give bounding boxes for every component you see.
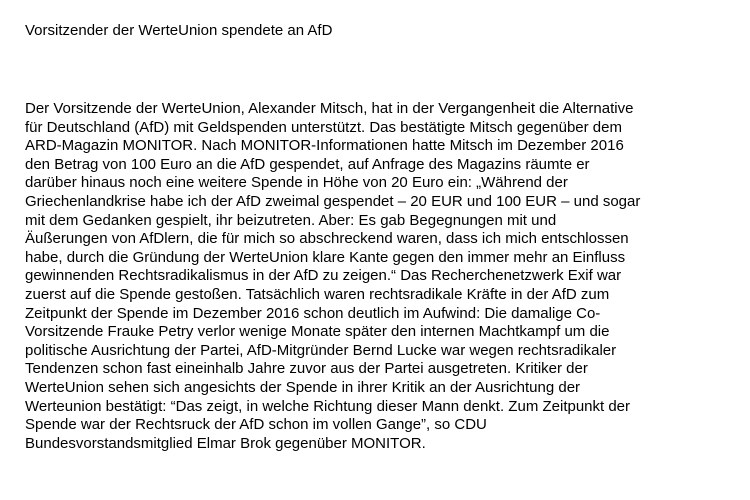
body-line: darüber hinaus noch eine weitere Spende in Höhe von 20 Euro ein: „Während der — [25, 174, 568, 192]
body-line: habe, durch die Gründung der WerteUnion klare Kante gegen den immer mehr an Einfluss — [25, 248, 626, 266]
body-line: Der Vorsitzende der WerteUnion, Alexander Mitsch, hat in der Vergangenheit die Alternative — [25, 100, 634, 117]
body-line: gewinnenden Rechtsradikalismus in der AfD zu zeigen.“ Das Recherchenetzwerk Exif war — [25, 267, 622, 285]
body-line: ARD-Magazin MONITOR. Nach MONITOR-Informationen hatte Mitsch im Dezember 2016 — [25, 137, 624, 155]
body-line: zuerst auf die Spende gestoßen. Tatsächlich waren rechtsradikale Kräfte in der AfD zum — [25, 285, 610, 303]
body-line: Äußerungen von AfDlern, die für mich so abschreckend waren, dass ich mich entschlossen — [25, 230, 629, 248]
body-line: den Betrag von 100 Euro an die AfD gespendet, auf Anfrage des Magazins räumte er — [25, 155, 590, 173]
body-line: für Deutschland (AfD) mit Geldspenden unterstützt. Das bestätigte Mitsch gegenüber dem — [25, 118, 622, 136]
body-line: Vorsitzende Frauke Petry verlor wenige Monate später den internen Machtkampf um die — [25, 323, 610, 341]
article-body — [25, 100, 640, 453]
body-line: mit dem Gedanken gespielt, ihr beizutreten. Aber: Es gab Begegnungen mit und — [25, 211, 557, 229]
body-line: Werteunion bestätigt: “Das zeigt, in welche Richtung dieser Mann denkt. Zum Zeitpunkt der — [25, 397, 631, 415]
body-line: Griechenlandkrise habe ich der AfD zweimal gespendet – 20 EUR und 100 EUR – und sogar — [25, 192, 641, 210]
article-headline: Vorsitzender der WerteUnion spendete an AfD — [25, 22, 333, 39]
body-line: Spende war der Rechtsruck der AfD schon im vollen Gange”, so CDU — [25, 416, 487, 434]
body-line: politische Ausrichtung der Partei, AfD-Mitgründer Bernd Lucke war wegen rechtsradikaler — [25, 341, 617, 359]
body-line: Tendenzen schon fast eineinhalb Jahre zuvor aus der Partei ausgetreten. Kritiker der — [25, 360, 588, 378]
body-line: Zeitpunkt der Spende im Dezember 2016 schon deutlich im Aufwind: Die damalige Co- — [25, 304, 601, 322]
body-line: WerteUnion sehen sich angesichts der Spende in ihrer Kritik an der Ausrichtung der — [25, 378, 581, 396]
body-line: Bundesvorstandsmitglied Elmar Brok gegenüber MONITOR. — [25, 434, 426, 452]
